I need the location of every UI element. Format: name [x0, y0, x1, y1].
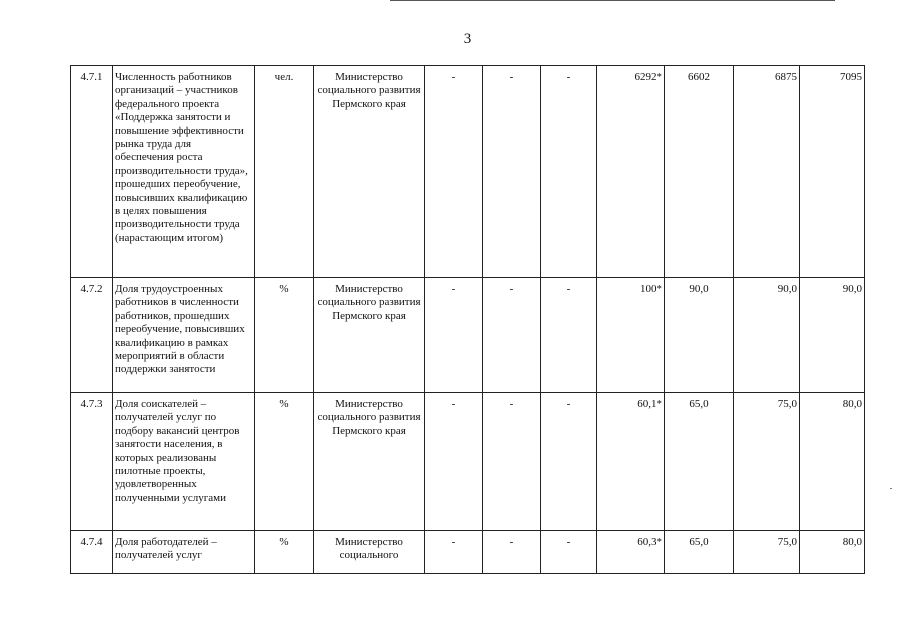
value-7: 7095	[800, 66, 865, 278]
value-6: 75,0	[734, 531, 800, 574]
value-5: 65,0	[665, 531, 734, 574]
value-1: -	[425, 278, 483, 393]
indicator-name: Доля работодателей – получателей услуг	[113, 531, 255, 574]
value-1: -	[425, 66, 483, 278]
value-4: 100*	[597, 278, 665, 393]
value-6: 75,0	[734, 393, 800, 531]
scan-mark	[890, 488, 892, 489]
responsible-org: Министерство социального	[314, 531, 425, 574]
page-number: 3	[463, 31, 472, 47]
value-7: 80,0	[800, 531, 865, 574]
row-number: 4.7.4	[71, 531, 113, 574]
row-number: 4.7.3	[71, 393, 113, 531]
table-row	[71, 531, 865, 574]
unit: чел.	[255, 66, 314, 278]
value-5: 90,0	[665, 278, 734, 393]
indicators-table	[70, 65, 865, 574]
value-3: -	[541, 531, 597, 574]
value-4: 60,1*	[597, 393, 665, 531]
value-3: -	[541, 278, 597, 393]
value-4: 6292*	[597, 66, 665, 278]
table-row	[71, 278, 865, 393]
value-5: 65,0	[665, 393, 734, 531]
unit: %	[255, 393, 314, 531]
value-5: 6602	[665, 66, 734, 278]
indicator-name: Доля трудоустроенных работников в численности работников, прошедших переобучение, повысивших квалификацию в рамках мероприятий в области поддержки занятости	[113, 278, 255, 393]
responsible-org: Министерство социального развития Пермского края	[314, 393, 425, 531]
unit: %	[255, 278, 314, 393]
value-4: 60,3*	[597, 531, 665, 574]
value-1: -	[425, 531, 483, 574]
indicator-name: Доля соискателей – получателей услуг по подбору вакансий центров занятости населения, в которых реализованы пилотные проекты, удовлетворенных полученными услугами	[113, 393, 255, 531]
responsible-org: Министерство социального развития Пермского края	[314, 66, 425, 278]
row-number: 4.7.2	[71, 278, 113, 393]
value-6: 90,0	[734, 278, 800, 393]
indicator-name: Численность работников организаций – участников федерального проекта «Поддержка занятости и повышение эффективности рынка труда для обеспечения роста производительности труда», прошедших переобучение, повысивших квалификацию в целях повышения производительности труда (нарастающим итогом)	[113, 66, 255, 278]
value-6: 6875	[734, 66, 800, 278]
responsible-org: Министерство социального развития Пермского края	[314, 278, 425, 393]
value-2: -	[483, 531, 541, 574]
table-row	[71, 393, 865, 531]
table-row	[71, 66, 865, 278]
row-number: 4.7.1	[71, 66, 113, 278]
unit: %	[255, 531, 314, 574]
value-2: -	[483, 66, 541, 278]
value-3: -	[541, 393, 597, 531]
value-3: -	[541, 66, 597, 278]
value-7: 80,0	[800, 393, 865, 531]
value-1: -	[425, 393, 483, 531]
value-2: -	[483, 278, 541, 393]
header-rule	[390, 0, 835, 1]
value-2: -	[483, 393, 541, 531]
value-7: 90,0	[800, 278, 865, 393]
